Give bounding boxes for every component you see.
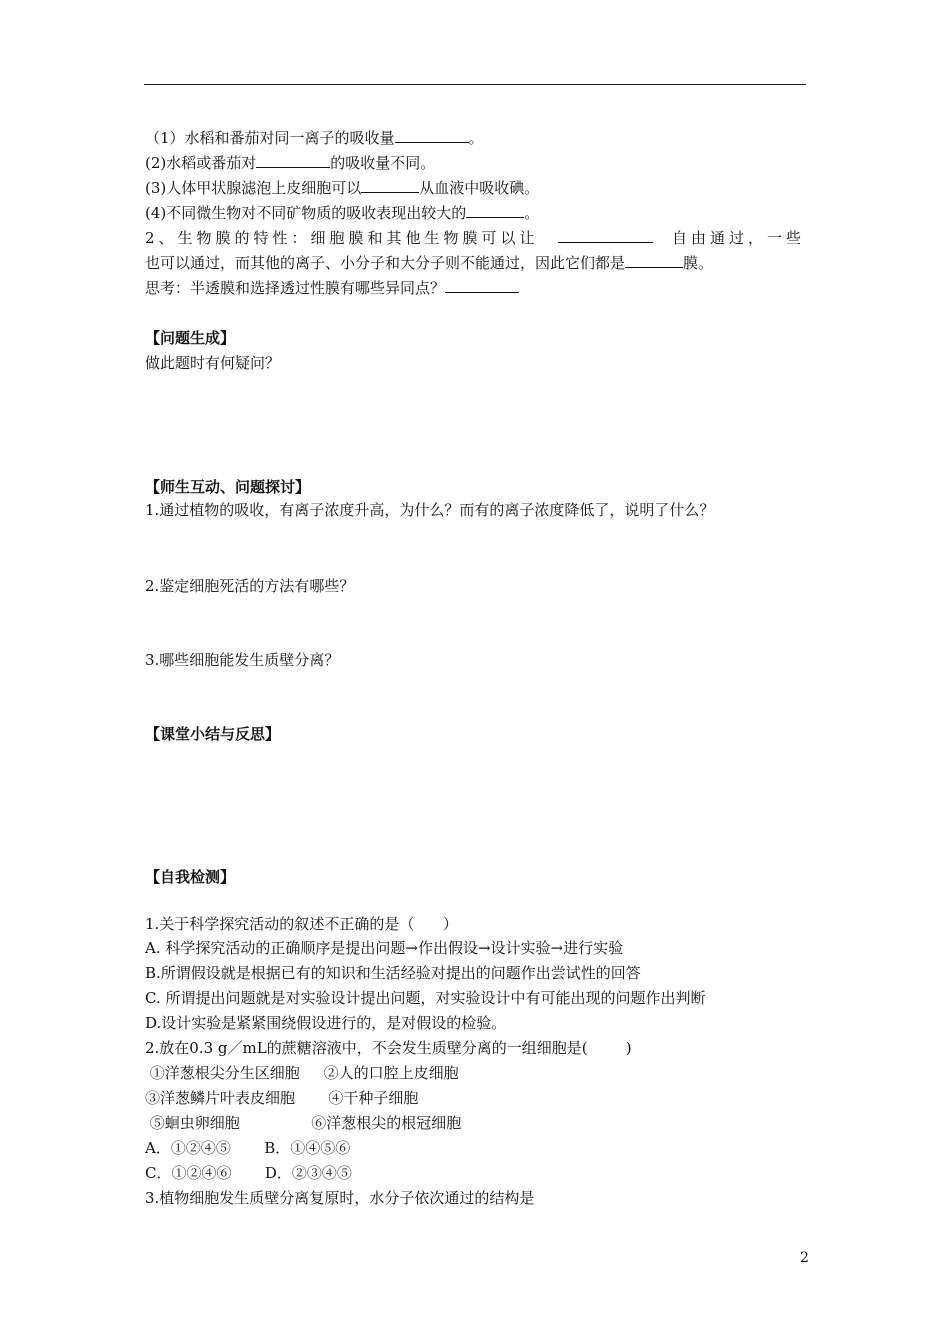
prompt-text: 做此题时有何疑问？ <box>145 354 281 372</box>
option-text: D.设计实验是紧紧围绕假设进行的，是对假设的检验。 <box>145 1014 507 1032</box>
option-text: C．①②④⑥ D．②③④⑤ <box>145 1164 352 1182</box>
question-text: 1.通过植物的吸收，有离子浓度升高，为什么？而有的离子浓度降低了，说明了什么？ <box>145 501 715 519</box>
fill-line-2: (2)水稻或番茄对 的吸收量不同。 <box>145 154 436 172</box>
answer-blank[interactable] <box>466 203 524 218</box>
option-text: ①洋葱根尖分生区细胞 ②人的口腔上皮细胞 <box>145 1064 459 1082</box>
fill-line-6: 也可以通过，而其他的离子、小分子和大分子则不能通过，因此它们都是 膜。 <box>145 254 714 272</box>
question-text: 1.关于科学探究活动的叙述不正确的是（ ） <box>145 915 458 933</box>
header-rule <box>144 84 806 85</box>
section-heading: 【自我检测】 <box>145 868 236 886</box>
option-text: B.所谓假设就是根据已有的知识和生活经验对提出的问题作出尝试性的回答 <box>145 964 641 982</box>
fill-line-3: (3)人体甲状腺滤泡上皮细胞可以 从血液中吸收碘。 <box>145 179 540 197</box>
answer-blank[interactable] <box>395 128 469 143</box>
answer-blank[interactable] <box>256 153 330 168</box>
fill-line-1: （1）水稻和番茄对同一离子的吸收量 。 <box>145 129 484 147</box>
answer-blank[interactable] <box>445 278 519 293</box>
question-text: 3.哪些细胞能发生质壁分离？ <box>145 651 340 669</box>
question-text: 3.植物细胞发生质壁分离复原时，水分子依次通过的结构是 <box>145 1189 535 1207</box>
question-text: 2.鉴定细胞死活的方法有哪些？ <box>145 577 355 595</box>
option-text: C. 所谓提出问题就是对实验设计提出问题，对实验设计中有可能出现的问题作出判断 <box>145 989 706 1007</box>
page-number: 2 <box>800 1250 809 1266</box>
section-heading: 【师生互动、问题探讨】 <box>145 478 311 496</box>
answer-blank[interactable] <box>361 178 419 193</box>
option-text: ③洋葱鳞片叶表皮细胞 ④干种子细胞 <box>145 1089 419 1107</box>
question-text: 2.放在0.3 g／mL的蔗糖溶液中，不会发生质壁分离的一组细胞是( ) <box>145 1039 632 1057</box>
section-heading: 【课堂小结与反思】 <box>145 725 281 743</box>
option-text: A. 科学探究活动的正确顺序是提出问题→作出假设→设计实验→进行实验 <box>145 939 624 957</box>
option-text: A．①②④⑤ B．①④⑤⑥ <box>145 1139 351 1157</box>
option-text: ⑤蛔虫卵细胞 ⑥洋葱根尖的根冠细胞 <box>145 1114 462 1132</box>
fill-line-5: 2、生物膜的特性：细胞膜和其他生物膜可以让 自由通过，一些 <box>145 229 805 247</box>
answer-blank[interactable] <box>558 228 653 243</box>
answer-blank[interactable] <box>625 253 683 268</box>
fill-line-4: (4)不同微生物对不同矿物质的吸收表现出较大的 。 <box>145 204 540 222</box>
section-heading: 【问题生成】 <box>145 329 236 347</box>
fill-line-7: 思考：半透膜和选择透过性膜有哪些异同点？ <box>145 278 519 298</box>
